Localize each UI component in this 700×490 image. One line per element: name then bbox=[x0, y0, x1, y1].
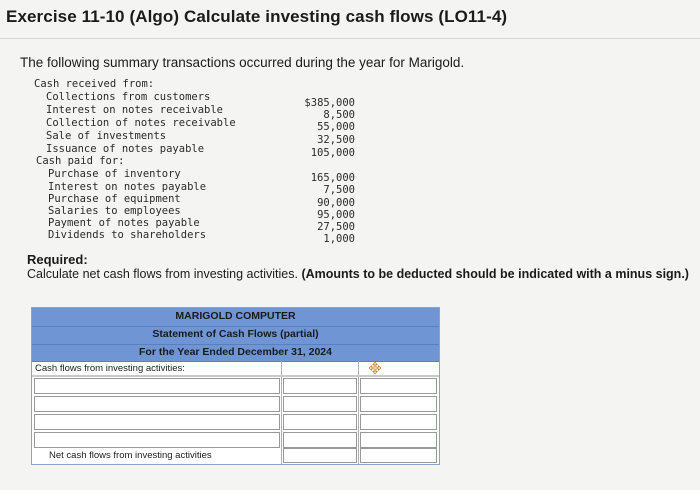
transaction-label: Interest on notes receivable bbox=[46, 104, 224, 116]
header-divider bbox=[32, 344, 439, 345]
transaction-amount: 55,000 bbox=[317, 121, 355, 133]
transaction-amount: 27,500 bbox=[317, 221, 355, 233]
transaction-label: Collection of notes receivable bbox=[46, 117, 236, 129]
transaction-label: Dividends to shareholders bbox=[48, 229, 207, 241]
transaction-label: Salaries to employees bbox=[48, 205, 181, 217]
move-cross-icon[interactable] bbox=[369, 362, 381, 374]
net-total-input[interactable] bbox=[360, 448, 437, 463]
description-input[interactable] bbox=[34, 378, 280, 394]
net-cash-flows-label: Net cash flows from investing activities bbox=[49, 450, 212, 461]
transaction-amount: 8,500 bbox=[323, 109, 355, 121]
description-input[interactable] bbox=[34, 396, 280, 412]
net-amount-input[interactable] bbox=[283, 448, 357, 463]
transaction-amount: 7,500 bbox=[323, 184, 355, 196]
intro-text: The following summary transactions occurred during the year for Marigold. bbox=[20, 55, 465, 70]
amount-input[interactable] bbox=[283, 378, 357, 394]
transaction-amount: $385,000 bbox=[304, 97, 355, 109]
transaction-label: Interest on notes payable bbox=[48, 181, 207, 193]
paid-heading: Cash paid for: bbox=[36, 155, 125, 167]
transaction-amount: 90,000 bbox=[317, 197, 355, 209]
total-input[interactable] bbox=[360, 432, 437, 448]
total-input[interactable] bbox=[360, 378, 437, 394]
title-divider bbox=[0, 38, 700, 39]
total-input[interactable] bbox=[360, 414, 437, 430]
amount-input[interactable] bbox=[283, 414, 357, 430]
required-heading: Required: bbox=[27, 252, 88, 267]
transaction-amount: 165,000 bbox=[310, 172, 355, 184]
transaction-amount: 95,000 bbox=[317, 209, 355, 221]
required-instruction bbox=[27, 267, 689, 281]
transaction-label: Purchase of equipment bbox=[48, 193, 181, 205]
transaction-label: Collections from customers bbox=[46, 91, 211, 103]
section-label: Cash flows from investing activities: bbox=[35, 363, 185, 374]
transaction-label: Issuance of notes payable bbox=[46, 143, 205, 155]
amount-input[interactable] bbox=[283, 396, 357, 412]
instruction-text: Calculate net cash flows from investing activities. bbox=[27, 267, 298, 281]
transaction-label: Payment of notes payable bbox=[48, 217, 200, 229]
row-separator bbox=[32, 375, 439, 377]
transaction-label: Sale of investments bbox=[46, 130, 167, 142]
cash-flow-statement bbox=[31, 307, 440, 465]
transaction-label: Purchase of inventory bbox=[48, 168, 181, 180]
statement-name: Statement of Cash Flows (partial) bbox=[152, 328, 319, 340]
transaction-amount: 32,500 bbox=[317, 134, 355, 146]
transaction-amount: 105,000 bbox=[310, 147, 355, 159]
move-cross-icon-glyph bbox=[369, 362, 381, 374]
received-heading: Cash received from: bbox=[34, 78, 155, 90]
total-input[interactable] bbox=[360, 396, 437, 412]
amount-input[interactable] bbox=[283, 432, 357, 448]
statement-header bbox=[32, 308, 439, 362]
company-name: MARIGOLD COMPUTER bbox=[175, 310, 296, 322]
transaction-amount: 1,000 bbox=[323, 233, 355, 245]
statement-period: For the Year Ended December 31, 2024 bbox=[139, 346, 332, 358]
instruction-note: (Amounts to be deducted should be indicated with a minus sign.) bbox=[301, 267, 689, 281]
header-divider bbox=[32, 326, 439, 327]
exercise-title: Exercise 11-10 (Algo) Calculate investing cash flows (LO11-4) bbox=[6, 7, 508, 26]
description-input[interactable] bbox=[34, 432, 280, 448]
description-input[interactable] bbox=[34, 414, 280, 430]
